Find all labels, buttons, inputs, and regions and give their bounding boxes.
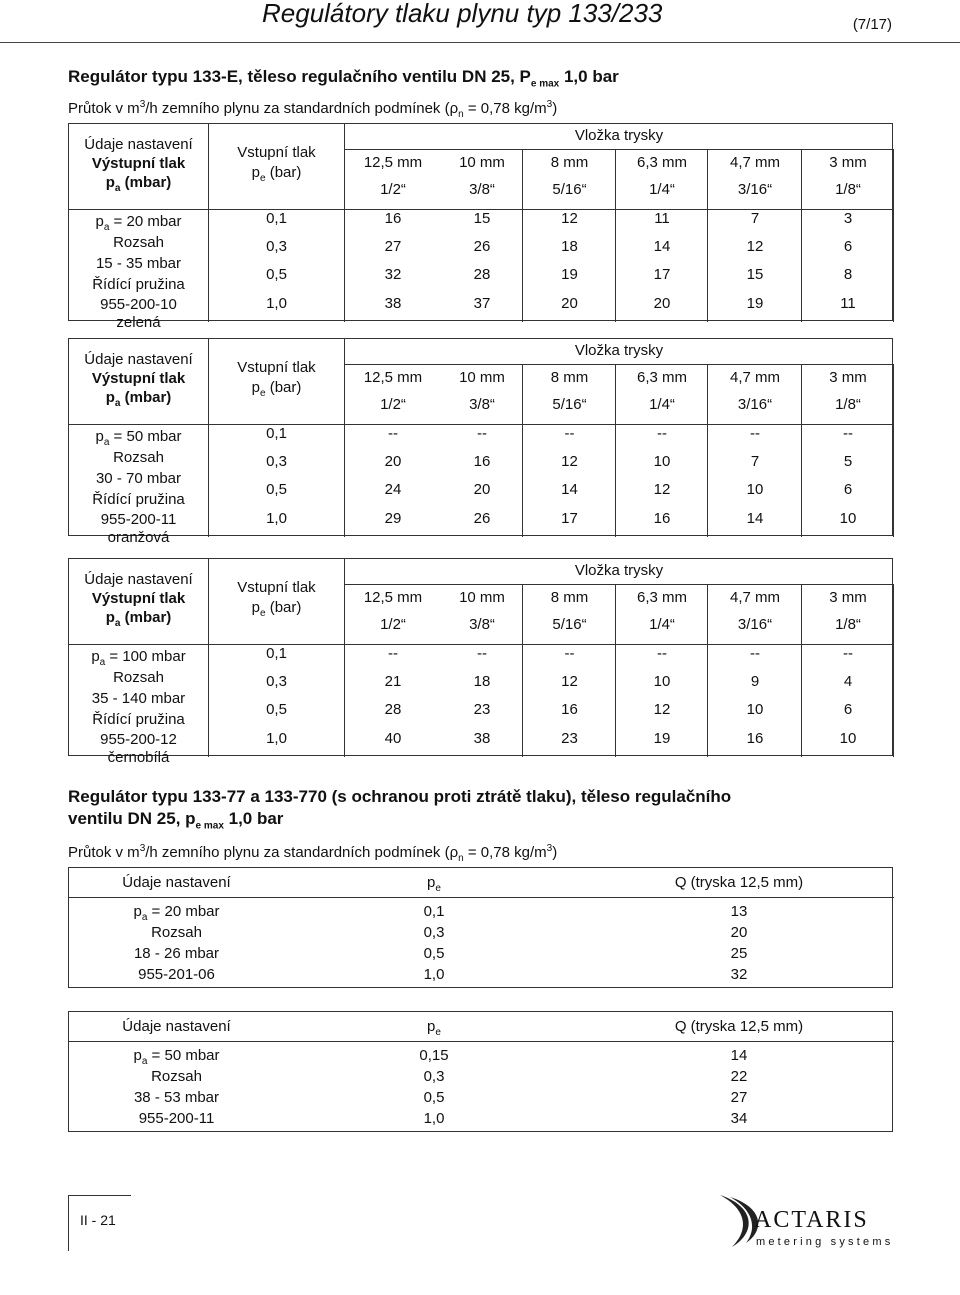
flow-value: 20 bbox=[473, 481, 491, 498]
output-pressure-unit: $p_a$ (mbar) bbox=[105, 609, 172, 629]
input-pressure-unit: $p_e$ (bar) bbox=[251, 599, 302, 619]
nozzle-size-inch: 3/16“ bbox=[737, 396, 773, 413]
flow-value: -- bbox=[843, 425, 853, 442]
flow-value: 5 bbox=[843, 453, 853, 470]
flow-value: 23 bbox=[473, 701, 491, 718]
flow-value: 38 bbox=[473, 730, 491, 747]
spring-color: černobílá bbox=[107, 749, 170, 766]
flow-value: 17 bbox=[561, 510, 578, 527]
flow-value: 4 bbox=[843, 673, 853, 690]
spring-code: 955-200-11 bbox=[100, 511, 177, 528]
nozzle-header: Vložka trysky bbox=[574, 342, 664, 359]
page-number: (7/17) bbox=[852, 16, 892, 33]
range-value: 18 - 26 mbar bbox=[133, 945, 220, 962]
logo-word: ACTARIS bbox=[754, 1207, 869, 1233]
flow-value: 19 bbox=[653, 730, 671, 747]
flow-value: -- bbox=[750, 425, 760, 442]
flow-value: 29 bbox=[384, 510, 402, 527]
q-value: 22 bbox=[730, 1068, 748, 1085]
flow-value: 16 bbox=[746, 730, 764, 747]
flow-value: 14 bbox=[561, 481, 578, 498]
row-divider bbox=[345, 149, 893, 150]
q-value: 27 bbox=[730, 1089, 748, 1106]
nozzle-size-mm: 6,3 mm bbox=[636, 369, 687, 386]
nozzle-size-inch: 3/16“ bbox=[737, 181, 773, 198]
set-pressure: $p_a = 50$ mbar bbox=[95, 428, 182, 448]
flow-value: 16 bbox=[384, 210, 402, 227]
inlet-pressure-value: 0,3 bbox=[266, 453, 287, 470]
inlet-pressure-value: 0,5 bbox=[266, 266, 287, 283]
nozzle-size-mm: 10 mm bbox=[459, 154, 505, 171]
flow-value: 11 bbox=[654, 210, 670, 227]
spring-label: Řídící pružina bbox=[92, 711, 185, 728]
range-value: 35 - 140 mbar bbox=[91, 690, 186, 707]
nozzle-table bbox=[68, 338, 893, 546]
pe-value: 0,3 bbox=[423, 924, 445, 941]
flow-value: -- bbox=[750, 645, 760, 662]
q-value: 32 bbox=[730, 966, 748, 983]
pe-header: $p_e$ bbox=[427, 1018, 441, 1038]
row-divider bbox=[345, 584, 893, 585]
spring-code: 955-200-10 bbox=[100, 296, 177, 313]
flow-value: 37 bbox=[473, 295, 491, 312]
footer-page-ref: II - 21 bbox=[80, 1212, 116, 1228]
flow-value: 10 bbox=[653, 673, 671, 690]
flow-value: -- bbox=[477, 645, 487, 662]
flow-value: 28 bbox=[473, 266, 491, 283]
q-value: 14 bbox=[730, 1047, 748, 1064]
flow-value: 12 bbox=[561, 453, 578, 470]
flow-value: 9 bbox=[750, 673, 760, 690]
spring-code: 955-200-12 bbox=[100, 731, 177, 748]
nozzle-size-mm: 8 mm bbox=[550, 589, 589, 606]
flow-value: 10 bbox=[839, 730, 857, 747]
flow-value: 21 bbox=[384, 673, 402, 690]
output-pressure-header: Výstupní tlak bbox=[91, 155, 186, 172]
logo-mark-icon bbox=[720, 1195, 758, 1247]
setting-header-label: Údaje nastavení bbox=[122, 1018, 231, 1035]
setting-header-label: Údaje nastavení bbox=[84, 571, 193, 588]
nozzle-size-inch: 1/8“ bbox=[835, 181, 861, 198]
nozzle-size-inch: 3/8“ bbox=[469, 616, 495, 633]
section2-title-line1: Regulátor typu 133-77 a 133-770 (s ochranou proti ztrátě tlaku), těleso regulačního bbox=[68, 787, 732, 806]
section1-heading bbox=[68, 66, 619, 125]
set-pressure: $p_a = 20$ mbar bbox=[95, 213, 182, 233]
flow-value: -- bbox=[657, 645, 667, 662]
nozzle-size-mm: 12,5 mm bbox=[363, 154, 423, 171]
row-divider bbox=[345, 364, 893, 365]
spring-label: Řídící pružina bbox=[92, 276, 185, 293]
nozzle-size-inch: 1/8“ bbox=[835, 396, 861, 413]
flow-value: 16 bbox=[653, 510, 671, 527]
nozzle-size-inch: 1/2“ bbox=[380, 616, 406, 633]
flow-value: 6 bbox=[843, 481, 853, 498]
range-label: Rozsah bbox=[113, 669, 164, 686]
flow-value: 20 bbox=[384, 453, 402, 470]
inlet-pressure-value: 0,1 bbox=[266, 210, 287, 227]
nozzle-size-inch: 1/2“ bbox=[380, 396, 406, 413]
nozzle-size-inch: 5/16“ bbox=[552, 396, 587, 413]
nozzle-size-inch: 1/2“ bbox=[380, 181, 406, 198]
input-pressure-unit: $p_e$ (bar) bbox=[251, 379, 302, 399]
header-divider bbox=[69, 1041, 894, 1042]
flow-value: -- bbox=[657, 425, 667, 442]
q-value: 13 bbox=[730, 903, 748, 920]
input-pressure-unit: $p_e$ (bar) bbox=[251, 164, 302, 184]
q-value: 34 bbox=[730, 1110, 748, 1127]
nozzle-size-mm: 10 mm bbox=[459, 589, 505, 606]
section2-title-line2: ventilu DN 25, $p_{e max}$ 1,0 bar bbox=[68, 809, 284, 832]
flow-value: 14 bbox=[653, 238, 671, 255]
flow-value: -- bbox=[843, 645, 853, 662]
nozzle-header: Vložka trysky bbox=[574, 127, 664, 144]
q-table bbox=[68, 1011, 893, 1132]
flow-value: 7 bbox=[750, 210, 760, 227]
inlet-pressure-value: 1,0 bbox=[266, 510, 287, 527]
flow-value: 20 bbox=[653, 295, 671, 312]
flow-value: 11 bbox=[840, 295, 856, 312]
header-divider bbox=[69, 897, 894, 898]
nozzle-table bbox=[68, 123, 893, 331]
pe-header: $p_e$ bbox=[427, 874, 441, 894]
pe-value: 0,3 bbox=[423, 1068, 445, 1085]
range-label: Rozsah bbox=[151, 1068, 202, 1085]
nozzle-size-inch: 3/16“ bbox=[737, 616, 773, 633]
flow-value: 38 bbox=[384, 295, 402, 312]
flow-value: 12 bbox=[561, 673, 578, 690]
header-rule bbox=[0, 42, 960, 43]
nozzle-size-mm: 8 mm bbox=[550, 369, 589, 386]
flow-value: 17 bbox=[653, 266, 671, 283]
nozzle-size-mm: 4,7 mm bbox=[729, 369, 780, 386]
flow-value: 19 bbox=[746, 295, 764, 312]
nozzle-size-mm: 6,3 mm bbox=[636, 589, 687, 606]
logo-tagline: metering systems bbox=[756, 1236, 894, 1248]
nozzle-size-mm: 10 mm bbox=[459, 369, 505, 386]
flow-value: 3 bbox=[843, 210, 853, 227]
flow-value: 16 bbox=[473, 453, 491, 470]
page-title: Regulátory tlaku plynu typ 133/233 bbox=[262, 0, 663, 28]
range-value: 15 - 35 mbar bbox=[95, 255, 182, 272]
section1-title: Regulátor typu 133-E, těleso regulačního ventilu DN 25, $P_{e max}$ 1,0 bar bbox=[68, 67, 619, 90]
flow-value: -- bbox=[477, 425, 487, 442]
flow-value: 26 bbox=[473, 510, 491, 527]
inlet-pressure-value: 1,0 bbox=[266, 730, 287, 747]
nozzle-size-mm: 12,5 mm bbox=[363, 369, 423, 386]
inlet-pressure-value: 0,3 bbox=[266, 673, 287, 690]
nozzle-size-mm: 4,7 mm bbox=[729, 589, 780, 606]
flow-value: 23 bbox=[561, 730, 578, 747]
pe-value: 0,5 bbox=[423, 1089, 445, 1106]
nozzle-size-inch: 1/4“ bbox=[649, 616, 675, 633]
spring-color: oranžová bbox=[107, 529, 170, 546]
q-value: 20 bbox=[730, 924, 748, 941]
nozzle-size-inch: 3/8“ bbox=[469, 396, 495, 413]
q-value: 25 bbox=[730, 945, 748, 962]
set-pressure: $p_a = 100$ mbar bbox=[91, 648, 186, 668]
inlet-pressure-value: 0,3 bbox=[266, 238, 287, 255]
flow-value: 7 bbox=[750, 453, 760, 470]
flow-value: 12 bbox=[653, 701, 671, 718]
flow-value: 12 bbox=[746, 238, 764, 255]
spring-label: Řídící pružina bbox=[92, 491, 185, 508]
flow-value: 10 bbox=[746, 481, 764, 498]
flow-value: 6 bbox=[843, 238, 853, 255]
output-pressure-unit: $p_a$ (mbar) bbox=[105, 174, 172, 194]
nozzle-size-inch: 1/4“ bbox=[649, 396, 675, 413]
section2-heading bbox=[68, 786, 731, 869]
flow-value: -- bbox=[564, 425, 575, 442]
inlet-pressure-value: 1,0 bbox=[266, 295, 287, 312]
nozzle-size-mm: 12,5 mm bbox=[363, 589, 423, 606]
inlet-pressure-value: 0,5 bbox=[266, 701, 287, 718]
setting-header-label: Údaje nastavení bbox=[84, 351, 193, 368]
flow-value: 32 bbox=[384, 266, 402, 283]
flow-value: -- bbox=[388, 425, 398, 442]
setting-header-label: Údaje nastavení bbox=[122, 874, 231, 891]
nozzle-size-inch: 3/8“ bbox=[469, 181, 495, 198]
inlet-pressure-value: 0,1 bbox=[266, 425, 287, 442]
range-label: Rozsah bbox=[151, 924, 202, 941]
q-header: Q (tryska 12,5 mm) bbox=[674, 874, 804, 891]
nozzle-size-inch: 1/4“ bbox=[649, 181, 675, 198]
nozzle-size-mm: 3 mm bbox=[829, 369, 867, 386]
flow-value: 14 bbox=[746, 510, 764, 527]
output-pressure-unit: $p_a$ (mbar) bbox=[105, 389, 172, 409]
flow-value: 27 bbox=[384, 238, 402, 255]
flow-value: 15 bbox=[473, 210, 491, 227]
flow-value: 20 bbox=[561, 295, 578, 312]
flow-value: 18 bbox=[561, 238, 578, 255]
pe-value: 0,15 bbox=[419, 1047, 449, 1064]
input-pressure-header: Vstupní tlak bbox=[237, 579, 316, 596]
flow-value: -- bbox=[388, 645, 398, 662]
flow-value: 28 bbox=[384, 701, 402, 718]
output-pressure-header: Výstupní tlak bbox=[91, 590, 186, 607]
pe-value: 1,0 bbox=[423, 966, 445, 983]
flow-value: 10 bbox=[746, 701, 764, 718]
range-value: 30 - 70 mbar bbox=[95, 470, 182, 487]
nozzle-size-inch: 5/16“ bbox=[552, 181, 587, 198]
range-label: Rozsah bbox=[113, 449, 164, 466]
nozzle-size-mm: 4,7 mm bbox=[729, 154, 780, 171]
nozzle-table bbox=[68, 558, 893, 766]
nozzle-size-inch: 1/8“ bbox=[835, 616, 861, 633]
input-pressure-header: Vstupní tlak bbox=[237, 359, 316, 376]
flow-value: 18 bbox=[473, 673, 491, 690]
spring-color: zelená bbox=[116, 314, 161, 331]
range-value: 38 - 53 mbar bbox=[133, 1089, 220, 1106]
spring-code: 955-200-11 bbox=[138, 1110, 215, 1127]
flow-value: 12 bbox=[653, 481, 671, 498]
flow-value: 10 bbox=[839, 510, 857, 527]
input-pressure-header: Vstupní tlak bbox=[237, 144, 316, 161]
inlet-pressure-value: 0,5 bbox=[266, 481, 287, 498]
spring-code: 955-201-06 bbox=[138, 966, 215, 983]
range-label: Rozsah bbox=[113, 234, 164, 251]
flow-value: 15 bbox=[746, 266, 764, 283]
section1-flow-note: Průtok v $m^3/h$ zemního plynu za standardních podmínek ($\rho_n = 0,78$ $kg/m^3$) bbox=[68, 99, 558, 121]
nozzle-size-mm: 8 mm bbox=[550, 154, 589, 171]
flow-value: 26 bbox=[473, 238, 491, 255]
pe-value: 0,1 bbox=[423, 903, 445, 920]
flow-value: 16 bbox=[561, 701, 578, 718]
inlet-pressure-value: 0,1 bbox=[266, 645, 287, 662]
nozzle-size-inch: 5/16“ bbox=[552, 616, 587, 633]
q-table bbox=[68, 867, 893, 988]
nozzle-header: Vložka trysky bbox=[574, 562, 664, 579]
section2-flow-note: Průtok v $m^3/h$ zemního plynu za standardních podmínek ($\rho_n = 0,78$ $kg/m^3$) bbox=[68, 843, 558, 865]
flow-value: 12 bbox=[561, 210, 578, 227]
flow-value: 19 bbox=[561, 266, 578, 283]
flow-value: -- bbox=[564, 645, 575, 662]
flow-value: 6 bbox=[843, 701, 853, 718]
pe-value: 0,5 bbox=[423, 945, 445, 962]
flow-value: 10 bbox=[653, 453, 671, 470]
actaris-logo bbox=[712, 1185, 902, 1255]
pe-value: 1,0 bbox=[423, 1110, 445, 1127]
flow-value: 24 bbox=[384, 481, 402, 498]
nozzle-size-mm: 3 mm bbox=[829, 154, 867, 171]
flow-value: 8 bbox=[843, 266, 853, 283]
set-pressure: $p_a = 50$ mbar bbox=[133, 1047, 220, 1067]
setting-header-label: Údaje nastavení bbox=[84, 136, 193, 153]
flow-value: 40 bbox=[384, 730, 402, 747]
set-pressure: $p_a = 20$ mbar bbox=[133, 903, 220, 923]
nozzle-size-mm: 6,3 mm bbox=[636, 154, 687, 171]
q-header: Q (tryska 12,5 mm) bbox=[674, 1018, 804, 1035]
output-pressure-header: Výstupní tlak bbox=[91, 370, 186, 387]
nozzle-size-mm: 3 mm bbox=[829, 589, 867, 606]
